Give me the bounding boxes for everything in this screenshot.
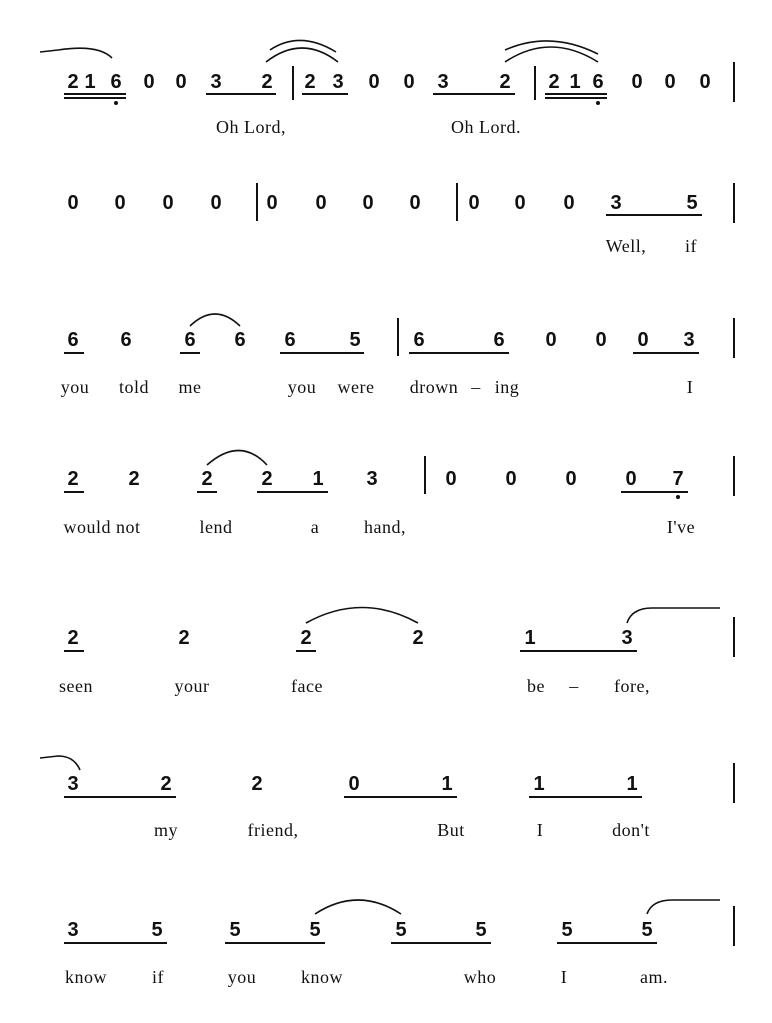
note: 1 (626, 773, 638, 795)
underline-beam (64, 352, 84, 354)
underline-beam (344, 796, 457, 798)
note: 5 (309, 919, 321, 941)
lyric-word: fore, (614, 676, 650, 696)
note: 0 (210, 192, 222, 214)
slur-arc (207, 451, 267, 466)
note: 6 (67, 329, 79, 351)
note: 6 (592, 71, 604, 93)
note: 2 (412, 627, 424, 649)
note: 6 (120, 329, 132, 351)
barline (534, 66, 536, 100)
barline (292, 66, 294, 100)
octave-dot (676, 495, 680, 499)
note: 3 (610, 192, 622, 214)
note: 1 (533, 773, 545, 795)
lyric-word: me (178, 377, 202, 397)
underline-beam (545, 93, 607, 95)
note: 1 (312, 468, 324, 490)
note: 6 (234, 329, 246, 351)
tie-line (627, 608, 720, 623)
lyric-word: I (686, 377, 694, 397)
lyric-word: ing (494, 377, 520, 397)
barline (397, 318, 399, 356)
lyric-word: Well, (605, 236, 647, 256)
underline-beam (180, 352, 200, 354)
note: 0 (468, 192, 480, 214)
lyric-word: you (287, 377, 317, 397)
note: 0 (514, 192, 526, 214)
underline-beam (64, 93, 126, 95)
lyric-word: don't (612, 820, 650, 840)
note: 2 (67, 468, 79, 490)
octave-dot (596, 101, 600, 105)
lyric-word: you (227, 967, 257, 987)
note: 3 (210, 71, 222, 93)
underline-beam (433, 93, 515, 95)
lyric-word: Oh Lord, (216, 117, 286, 137)
note: 0 (368, 71, 380, 93)
note: 3 (67, 919, 79, 941)
note: 0 (563, 192, 575, 214)
note: 0 (664, 71, 676, 93)
underline-beam (225, 942, 325, 944)
lyric-word: seen (59, 676, 93, 696)
underline-beam (545, 97, 607, 99)
octave-dot (114, 101, 118, 105)
note: 6 (110, 71, 122, 93)
lyric-word: your (174, 676, 210, 696)
tie-line (40, 48, 112, 58)
note: 5 (229, 919, 241, 941)
underline-beam (520, 650, 637, 652)
underline-beam (302, 93, 348, 95)
note: 0 (403, 71, 415, 93)
barline (424, 456, 426, 494)
lyric-hyphen: – (569, 676, 579, 696)
note: 2 (300, 627, 312, 649)
tie-line (647, 900, 720, 914)
lyric-word: if (685, 236, 697, 256)
note: 2 (67, 71, 79, 93)
lyric-word: a (310, 517, 320, 537)
note: 0 (631, 71, 643, 93)
note: 0 (348, 773, 360, 795)
barline (733, 183, 735, 223)
slur-arc (505, 41, 598, 54)
slur-arc (270, 40, 336, 52)
note: 2 (201, 468, 213, 490)
underline-beam (391, 942, 491, 944)
note: 0 (505, 468, 517, 490)
lyric-word: would not (63, 517, 141, 537)
tie-line (40, 756, 80, 770)
slur-arc (266, 48, 338, 62)
note: 5 (475, 919, 487, 941)
note: 6 (284, 329, 296, 351)
underline-beam (296, 650, 316, 652)
note: 0 (315, 192, 327, 214)
lyric-word: who (463, 967, 497, 987)
underline-beam (621, 491, 688, 493)
lyric-word: friend, (247, 820, 299, 840)
note: 6 (413, 329, 425, 351)
barline (733, 763, 735, 803)
barline (733, 617, 735, 657)
slur-arc (315, 900, 401, 914)
note: 5 (349, 329, 361, 351)
note: 5 (151, 919, 163, 941)
note: 5 (641, 919, 653, 941)
lyric-word: lend (199, 517, 233, 537)
note: 0 (162, 192, 174, 214)
note: 2 (261, 468, 273, 490)
barline (733, 62, 735, 102)
lyric-word: am. (640, 967, 668, 987)
underline-beam (64, 942, 167, 944)
lyric-word: my (153, 820, 179, 840)
note: 6 (493, 329, 505, 351)
note: 5 (686, 192, 698, 214)
note: 2 (304, 71, 316, 93)
underline-beam (633, 352, 699, 354)
lyric-word: I (536, 820, 544, 840)
note: 0 (362, 192, 374, 214)
note: 0 (409, 192, 421, 214)
lyric-hyphen: – (471, 377, 481, 397)
note: 2 (160, 773, 172, 795)
lyric-word: if (152, 967, 164, 987)
note: 0 (699, 71, 711, 93)
lyric-word: drown (409, 377, 459, 397)
note: 0 (445, 468, 457, 490)
note: 2 (178, 627, 190, 649)
note: 0 (266, 192, 278, 214)
barline (733, 906, 735, 946)
note: 6 (184, 329, 196, 351)
underline-beam (557, 942, 657, 944)
barline (256, 183, 258, 221)
note: 0 (625, 468, 637, 490)
lyric-word: But (437, 820, 465, 840)
underline-beam (64, 650, 84, 652)
note: 2 (548, 71, 560, 93)
note: 3 (621, 627, 633, 649)
note: 1 (524, 627, 536, 649)
note: 5 (561, 919, 573, 941)
lyric-word: face (291, 676, 323, 696)
note: 1 (569, 71, 581, 93)
note: 0 (565, 468, 577, 490)
underline-beam (64, 491, 84, 493)
underline-beam (64, 796, 176, 798)
underline-beam (529, 796, 642, 798)
note: 2 (261, 71, 273, 93)
slur-arc (306, 608, 418, 624)
note: 2 (499, 71, 511, 93)
lyric-word: were (337, 377, 375, 397)
barline (733, 456, 735, 496)
note: 2 (251, 773, 263, 795)
note: 2 (128, 468, 140, 490)
lyric-word: be (527, 676, 545, 696)
underline-beam (64, 97, 126, 99)
lyric-word: hand, (364, 517, 406, 537)
note: 3 (332, 71, 344, 93)
underline-beam (409, 352, 509, 354)
underline-beam (206, 93, 276, 95)
barline (733, 318, 735, 358)
note: 1 (84, 71, 96, 93)
lyric-word: you (60, 377, 90, 397)
note: 3 (437, 71, 449, 93)
slur-arc (190, 314, 240, 326)
note: 0 (595, 329, 607, 351)
note: 3 (366, 468, 378, 490)
note: 7 (672, 468, 684, 490)
lyric-word: Oh Lord. (451, 117, 521, 137)
slur-arc (505, 47, 598, 62)
lyric-word: told (118, 377, 150, 397)
note: 3 (683, 329, 695, 351)
note: 0 (637, 329, 649, 351)
barline (456, 183, 458, 221)
underline-beam (257, 491, 328, 493)
lyric-word: know (65, 967, 107, 987)
note: 0 (143, 71, 155, 93)
note: 0 (67, 192, 79, 214)
lyric-word: I've (666, 517, 696, 537)
note: 1 (441, 773, 453, 795)
note: 0 (175, 71, 187, 93)
underline-beam (197, 491, 217, 493)
underline-beam (280, 352, 364, 354)
note: 5 (395, 919, 407, 941)
lyric-word: I (560, 967, 568, 987)
note: 0 (114, 192, 126, 214)
note: 2 (67, 627, 79, 649)
underline-beam (606, 214, 702, 216)
lyric-word: know (301, 967, 343, 987)
note: 0 (545, 329, 557, 351)
note: 3 (67, 773, 79, 795)
